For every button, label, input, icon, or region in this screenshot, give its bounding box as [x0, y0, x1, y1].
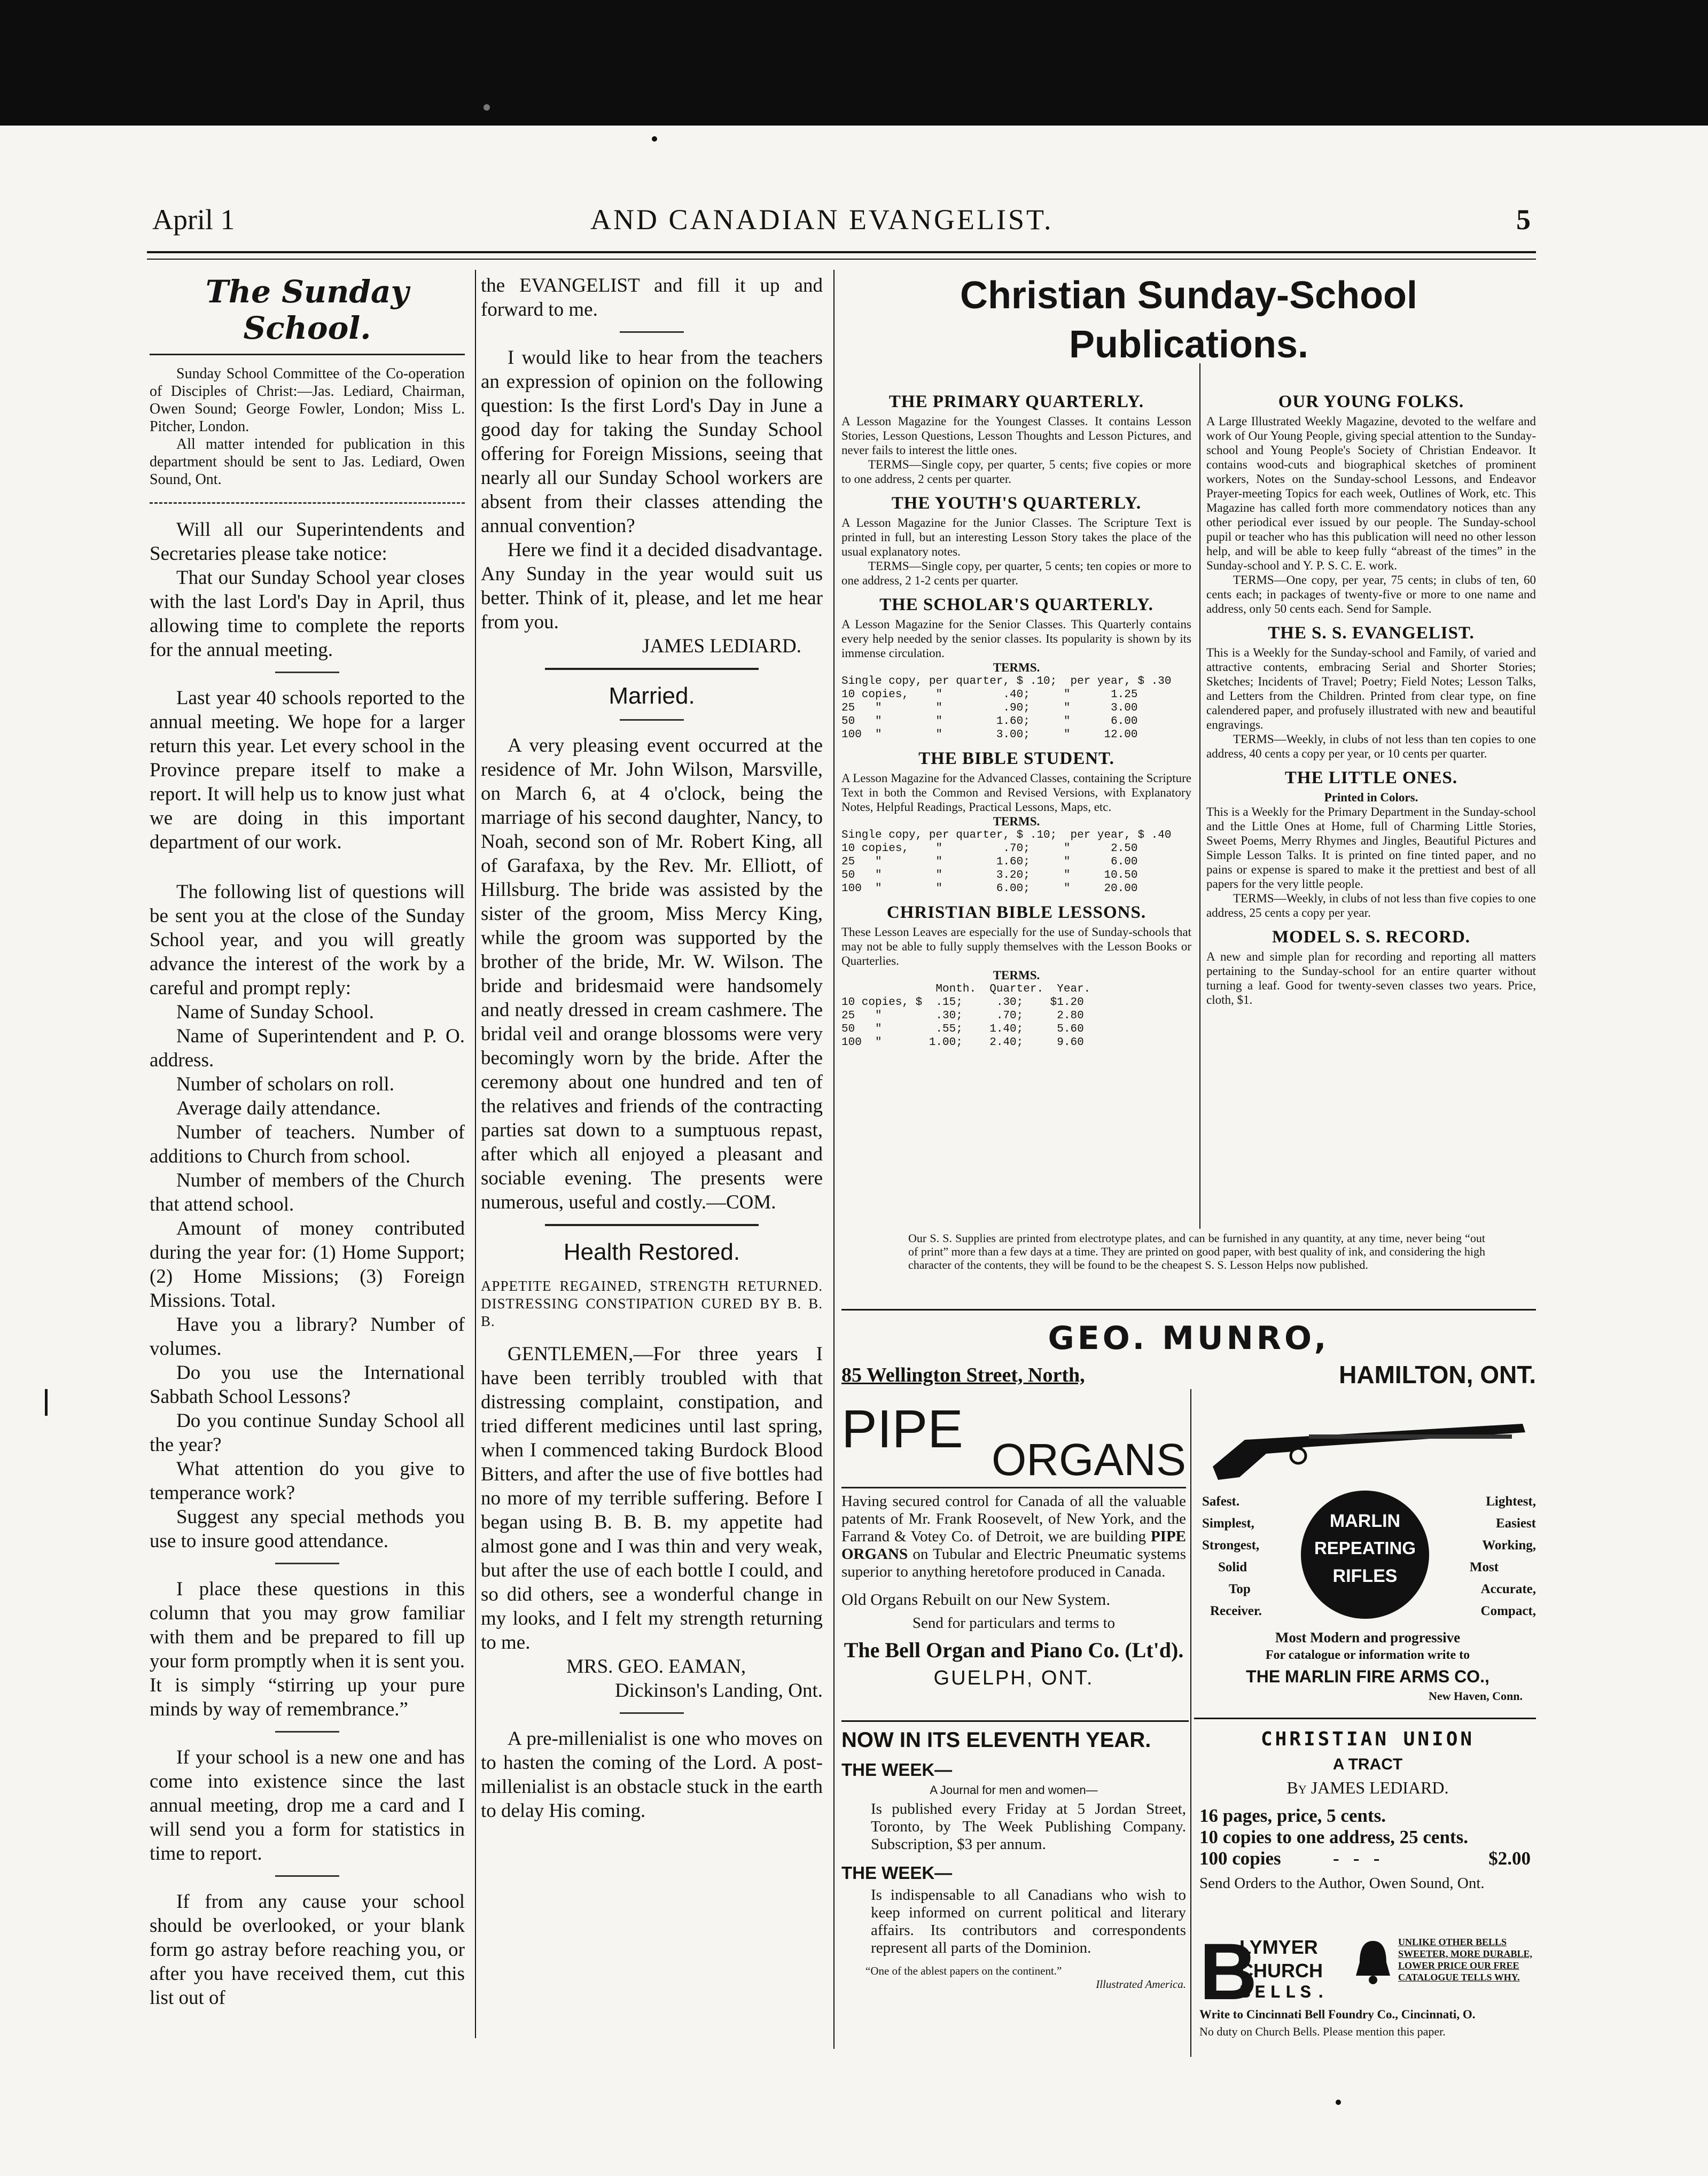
- separator: [275, 1731, 339, 1733]
- organ-text-bold: PIPE ORGANS: [841, 1528, 1186, 1563]
- ss-evangelist-text: This is a Weekly for the Sunday-school and Family, of varied and attractive contents, embracing Serial and Shorter Stories; Sketches; Incidents of Travel; Poetry; Field Notes; Lesson Talks, and Letters from the Children. Printed from clear type, on fine calendered paper, and profusely illustrated with new and beautiful engravings.: [1206, 646, 1536, 731]
- little-ones-heading: THE LITTLE ONES.: [1284, 768, 1458, 787]
- middle-column: [481, 274, 823, 2053]
- marlin-feature: Top: [1229, 1582, 1251, 1596]
- bible-student-text: A Lesson Magazine for the Advanced Classes, containing the Scripture Text in both the Common and Revised Versions, with Explanatory Notes, Helpful Readings, Practical Lessons, Maps, etc.: [841, 771, 1191, 814]
- health-subheading: APPETITE REGAINED, STRENGTH RETURNED. DISTRESSING CONSTIPATION CURED BY B. B. B.: [481, 1278, 823, 1329]
- blymyer-word-3: BELLS.: [1239, 1983, 1331, 2003]
- tract-author: By JAMES LEDIARD.: [1286, 1778, 1449, 1797]
- overlooked-para: If from any cause your school should be overlooked, or your blank form go astray before reaching you, or after you have received them, cut this list out of: [150, 1891, 465, 2009]
- terms-row: 100 " 1.00; 2.40; 9.60: [841, 1036, 1084, 1049]
- question-item: Number of members of the Church that attend school.: [150, 1169, 465, 1215]
- signature: JAMES LEDIARD.: [642, 635, 801, 657]
- terms-row: 10 copies, " .70; " 2.50: [841, 843, 1138, 855]
- committee-note: Sunday School Committee of the Co-operation of Disciples of Christ:—Jas. Lediard, Chairman, Owen Sound; George Fowler, London; Miss L. Pitcher, London.: [150, 365, 465, 435]
- munro-city: HAMILTON, ONT.: [1339, 1361, 1536, 1389]
- marlin-feature: Most: [1469, 1560, 1499, 1574]
- tract-send: Send Orders to the Author, Owen Sound, Ont.: [1199, 1875, 1485, 1892]
- blymyer-side-text: UNLIKE OTHER BELLS SWEETER, MORE DURABLE, LOWER PRICE OUR FREE CATALOGUE TELLS WHY.: [1398, 1937, 1533, 1983]
- terms-label: TERMS.: [993, 969, 1040, 982]
- model-record-heading: MODEL S. S. RECORD.: [1272, 927, 1471, 947]
- question-item: Suggest any special methods you use to insure good attendance.: [150, 1506, 465, 1552]
- question-offering-para: I would like to hear from the teachers an expression of opinion on the following question: Is the first Lord's Day in June a good day for taking the Sunday School offering for Foreign Missions, seeing that nearly all our Sunday School workers are absent from their classes attending the annual convention?: [481, 347, 823, 537]
- separator: [275, 1875, 339, 1877]
- little-ones-terms: TERMS—Weekly, in clubs of not less than five copies to one address, 25 cents a copy per year.: [1206, 892, 1536, 919]
- blymyer-word-1: LYMYER: [1239, 1936, 1318, 1958]
- marlin-feature: Lightest,: [1486, 1494, 1536, 1509]
- marlin-left-list: [1202, 1491, 1298, 1622]
- marlin-ring-2: REPEATING: [1314, 1538, 1416, 1558]
- organ-rebuilt: Old Organs Rebuilt on our New System.: [841, 1590, 1111, 1609]
- munro-street: 85 Wellington Street, North,: [841, 1364, 1085, 1386]
- publications-title: Christian Sunday-School: [960, 274, 1418, 317]
- blymyer-initial: B: [1199, 1934, 1258, 2016]
- health-signature-name: MRS. GEO. EAMAN,: [566, 1656, 746, 1678]
- separator: [275, 672, 339, 673]
- new-school-para: If your school is a new one and has come into existence since the last annual meeting, drop me a card and I will send you a form for statistics in time to report.: [150, 1746, 465, 1865]
- question-item: Do you continue Sunday School all the year?: [150, 1410, 465, 1456]
- marlin-right-list: [1437, 1491, 1536, 1622]
- organ-text-1: Having secured control for Canada of all the valuable patents of Mr. Frank Roosevelt, of New York, and the Farrand & Votey Co. of Detroit, we are building: [841, 1493, 1186, 1545]
- year-close-para: That our Sunday School year closes with the last Lord's Day in April, thus allowing time to complete the reports for the annual meeting.: [150, 567, 465, 661]
- tract-price-2: 10 copies to one address, 25 cents.: [1199, 1827, 1468, 1847]
- ss-evangelist-terms: TERMS—Weekly, in clubs of not less than ten copies to one address, 40 cents a copy per year, or 10 cents per quarter.: [1206, 732, 1536, 760]
- youth-quarterly-heading: THE YOUTH'S QUARTERLY.: [891, 494, 1142, 513]
- column-divider: [833, 270, 834, 2049]
- question-item: What attention do you give to temperance work?: [150, 1458, 465, 1504]
- organ-text: [841, 1493, 1186, 1581]
- terms-row: 50 " " 1.60; " 6.00: [841, 715, 1138, 728]
- terms-row: 50 " .55; 1.40; 5.60: [841, 1023, 1084, 1035]
- terms-row: 25 " " 1.60; " 6.00: [841, 856, 1138, 868]
- week-ad: [841, 1728, 1186, 2049]
- organ-company: The Bell Organ and Piano Co. (Lt'd).: [844, 1638, 1184, 1662]
- terms-row: Single copy, per quarter, $ .10; per year, $ .40: [841, 829, 1172, 841]
- youth-quarterly-text: A Lesson Magazine for the Junior Classes. The Scripture Text is printed in full, but an interesting Lesson Story takes the place of the usual explanatory notes.: [841, 516, 1191, 558]
- marlin-feature: Simplest,: [1202, 1516, 1254, 1531]
- terms-row: 25 " .30; .70; 2.80: [841, 1010, 1084, 1022]
- tract-title: CHRISTIAN UNION: [1260, 1728, 1475, 1750]
- tract-price-3-value: $2.00: [1488, 1848, 1531, 1869]
- bible-student-heading: THE BIBLE STUDENT.: [918, 749, 1114, 768]
- questions-intro-para: The following list of questions will be sent you at the close of the Sunday School year, and you will greatly advance the interest of the work by a careful and prompt reply:: [150, 881, 465, 999]
- marlin-feature: Receiver.: [1210, 1604, 1262, 1618]
- health-signature-place: Dickinson's Landing, Ont.: [615, 1680, 823, 1702]
- youth-quarterly-terms: TERMS—Single copy, per quarter, 5 cents; ten copies or more to one address, 2 1-2 cents per quarter.: [841, 559, 1191, 587]
- ink-speck: [652, 136, 657, 142]
- model-record-text: A new and simple plan for recording and reporting all matters pertaining to the Sunday-school for an entire quarter without turning a leaf. Good for twenty-seven classes two years. Price, cloth, $1.: [1206, 950, 1536, 1007]
- young-folks-text: A Large Illustrated Weekly Magazine, devoted to the welfare and work of Our Young People, giving special attention to the Sunday-school and Young People's Society of Christian Endeavor. It contains wood-cuts and biographical sketches of prominent workers, Notes on the Sunday-school Lessons, and Endeavor Prayer-meeting Topics for each week, Outlines of Work, etc. This Magazine has called forth more commendatory notices than any other periodical ever issued by our people. The Sunday-school pupil or teacher who has this publication will need no other lesson help, and will be able to keep fully “abreast of the times” in the Sunday-school and Y. P. S. C. E. work.: [1206, 415, 1536, 572]
- separator: [545, 668, 759, 670]
- marlin-feature: Strongest,: [1202, 1538, 1260, 1553]
- marlin-ring-3: RIFLES: [1332, 1566, 1398, 1586]
- munro-name: GEO. MUNRO,: [1048, 1320, 1330, 1357]
- health-heading: Health Restored.: [563, 1239, 740, 1265]
- terms-row: Month. Quarter. Year.: [841, 983, 1091, 995]
- publications-footnote: [908, 1231, 1485, 1301]
- marlin-feature: Accurate,: [1480, 1582, 1536, 1596]
- sunday-school-heading: The Sunday School.: [205, 274, 409, 346]
- tract-ad: [1199, 1728, 1536, 1926]
- week-heading-2: THE WEEK—: [841, 1863, 953, 1883]
- terms-row: 100 " " 6.00; " 20.00: [841, 883, 1138, 895]
- continued-para: the EVANGELIST and fill it up and forward to me.: [481, 275, 823, 321]
- separator: [620, 719, 684, 721]
- marlin-feature: Safest.: [1202, 1494, 1240, 1509]
- blymyer-word-2: CHURCH: [1239, 1960, 1323, 1982]
- week-subheading: A Journal for men and women—: [930, 1783, 1098, 1797]
- header-title: AND CANADIAN EVANGELIST.: [590, 204, 1054, 236]
- separator: [545, 1224, 759, 1226]
- header-page-number: 5: [1516, 204, 1531, 236]
- marlin-ad: [1197, 1402, 1539, 1707]
- ad-divider: [841, 1309, 1536, 1311]
- terms-row: 50 " " 3.20; " 10.50: [841, 869, 1138, 882]
- rifle-illustration: [1202, 1402, 1533, 1483]
- question-item: Do you use the International Sabbath School Lessons?: [150, 1362, 465, 1408]
- pipe-label: PIPE: [841, 1402, 963, 1459]
- question-item: Name of Sunday School.: [176, 1001, 374, 1023]
- header-rule: [147, 251, 1536, 253]
- separator: [620, 1712, 684, 1714]
- publications-right-column: [1206, 385, 1536, 1239]
- terms-row: 25 " " .90; " 3.00: [841, 702, 1138, 714]
- week-heading-1: THE WEEK—: [841, 1760, 953, 1780]
- tract-subtitle: A TRACT: [1332, 1756, 1403, 1773]
- married-article: A very pleasing event occurred at the residence of Mr. John Wilson, Marsville, on March 6, at 4 o'clock, being the marriage of his second daughter, Nancy, to Noah, second son of Mr. Robert King, all of Garafaxa, by the Rev. Mr. Elliott, of Hillsburg. The bride was assisted by the sister of the groom, Miss Mercy King, while the groom was supported by the brother of the bride, Mr. W. Wilson. The bride and bridesmaid were handsomely and neatly dressed in cream cashmere. The bridal veil and orange blossoms were very becomingly worn by the bride. After the ceremony about one hundred and ten of the relatives and friends of the contracting parties sat down to a sumptuous repast, after which all enjoyed a pleasant and sociable evening. The presents were numerous, useful and costly.—COM.: [481, 735, 823, 1213]
- young-folks-heading: OUR YOUNG FOLKS.: [1278, 392, 1464, 411]
- tract-price-3: [1199, 1848, 1536, 1870]
- primary-quarterly-text: A Lesson Magazine for the Youngest Classes. It contains Lesson Stories, Lesson Questions, Lesson Thoughts and Lesson Pictures, and never fails to interest the little ones.: [841, 415, 1191, 457]
- question-item: Amount of money contributed during the year for: (1) Home Support; (2) Home Missions; (3) Foreign Missions. Total.: [150, 1218, 465, 1312]
- terms-row: 100 " " 3.00; " 12.00: [841, 729, 1138, 741]
- matter-note: All matter intended for publication in this department should be sent to Jas. Lediard, Owen Sound, Ont.: [150, 436, 465, 488]
- primary-quarterly-terms: TERMS—Single copy, per quarter, 5 cents; five copies or more to one address, 2 cents per quarter.: [841, 458, 1191, 486]
- ink-speck: [1336, 2100, 1341, 2105]
- publications-left-column: [841, 385, 1191, 1229]
- tract-price-3-label: 100 copies: [1199, 1848, 1281, 1869]
- bell-icon: [1352, 1938, 1394, 1986]
- young-folks-terms: TERMS—One copy, per year, 75 cents; in clubs of ten, 60 cents each; in packages of twenty-five or more to one name and address, only 50 cents each. Send for Sample.: [1206, 573, 1536, 615]
- blymyer-note: No duty on Church Bells. Please mention this paper.: [1199, 2025, 1446, 2038]
- little-ones-subheading: Printed in Colors.: [1324, 791, 1418, 804]
- tract-price-3-dots: - - -: [1333, 1848, 1380, 1869]
- marlin-line-1: Most Modern and progressive: [1275, 1629, 1461, 1645]
- week-text-2: Is indispensable to all Canadians who wish to keep informed on current political and literary affairs. Its contributors and correspondents represent all parts of the Dominion.: [871, 1886, 1186, 1956]
- bible-lessons-heading: CHRISTIAN BIBLE LESSONS.: [886, 903, 1147, 922]
- question-item: Number of teachers. Number of additions to Church from school.: [150, 1121, 465, 1167]
- tract-price-1: 16 pages, price, 5 cents.: [1199, 1805, 1386, 1826]
- question-item: Number of scholars on roll.: [176, 1073, 394, 1095]
- munro-ad: [841, 1320, 1536, 1389]
- week-text-1: Is published every Friday at 5 Jordan Street, Toronto, by The Week Publishing Company. Subscription, $3 per annum.: [871, 1800, 1186, 1853]
- marlin-feature: Working,: [1482, 1538, 1536, 1553]
- disadvantage-para: Here we find it a decided disadvantage. Any Sunday in the year would suit us better. Think of it, please, and let me hear from you.: [481, 539, 823, 633]
- bible-lessons-text: These Lesson Leaves are especially for the use of Sunday-schools that may not be able to fully supply themselves with the Lesson Books or Quarterlies.: [841, 925, 1191, 968]
- scholar-quarterly-text: A Lesson Magazine for the Senior Classes. This Quarterly contains every help needed by the senior classes. Its popularity is shown by its immense circulation.: [841, 618, 1191, 660]
- organ-ad: [841, 1402, 1186, 1702]
- sunday-school-column: [150, 274, 465, 2053]
- publications-title-2: Publications.: [1069, 323, 1309, 366]
- section-rule: [150, 502, 465, 504]
- organ-city: GUELPH, ONT.: [933, 1667, 1094, 1689]
- organ-rule: [841, 1487, 1186, 1488]
- marlin-city: New Haven, Conn.: [1428, 1689, 1523, 1703]
- ad-divider: [1194, 1718, 1536, 1719]
- marlin-seal: [1301, 1491, 1429, 1619]
- heading-rule: [150, 354, 465, 355]
- primary-quarterly-heading: THE PRIMARY QUARTERLY.: [888, 392, 1144, 411]
- scholar-quarterly-heading: THE SCHOLAR'S QUARTERLY.: [879, 595, 1153, 614]
- marlin-feature: Easiest: [1496, 1516, 1536, 1531]
- scan-border: [0, 0, 1708, 126]
- week-banner: NOW IN ITS ELEVENTH YEAR.: [841, 1728, 1151, 1752]
- ink-speck: [483, 104, 490, 111]
- marlin-feature: Compact,: [1480, 1604, 1536, 1618]
- remembrance-para: I place these questions in this column that you may grow familiar with them and be prepared to fill up your form promptly when it is sent you. It is simply “stirring up your pure minds by way of remembrance.”: [150, 1578, 465, 1720]
- column-divider: [475, 270, 476, 2038]
- marlin-feature: Solid: [1218, 1560, 1247, 1574]
- organ-send: Send for particulars and terms to: [912, 1615, 1116, 1632]
- terms-row: 10 copies, " .40; " 1.25: [841, 689, 1138, 701]
- separator: [275, 1563, 339, 1564]
- marlin-line-2: For catalogue or information write to: [1265, 1648, 1470, 1662]
- notice-para: Will all our Superintendents and Secretaries please take notice:: [150, 519, 465, 565]
- married-heading: Married.: [609, 683, 695, 709]
- blymyer-ad: [1199, 1934, 1536, 2052]
- terms-label: TERMS.: [993, 815, 1040, 828]
- millenialist-para: A pre-millenialist is one who moves on to hasten the coming of the Lord. A post-millenialist is an obstacle stuck in the earth to delay His coming.: [481, 1728, 823, 1822]
- terms-row: 10 copies, $ .15; .30; $1.20: [841, 996, 1084, 1009]
- marlin-company: THE MARLIN FIRE ARMS CO.,: [1246, 1667, 1489, 1686]
- week-quote: “One of the ablest papers on the continent.”: [865, 1964, 1062, 1977]
- question-item: Average daily attendance.: [176, 1097, 381, 1119]
- header-rule-thin: [147, 259, 1536, 260]
- header-date: April 1: [152, 204, 235, 236]
- ss-evangelist-heading: THE S. S. EVANGELIST.: [1268, 623, 1475, 643]
- marlin-ring-1: MARLIN: [1329, 1511, 1401, 1531]
- schools-reported-para: Last year 40 schools reported to the annual meeting. We hope for a larger return this year. Let every school in the Province prepare itself to make a report. It will help us to know just what we are doing in this important department of our work.: [150, 687, 465, 853]
- ad-divider: [841, 1720, 1189, 1722]
- health-article: GENTLEMEN,—For three years I have been terribly troubled with that distressing complaint, constipation, and tried different medicines until last spring, when I commenced taking Burdock Blood Bitters, and after the use of five bottles had no more of my terrible suffering. Before I began using B. B. B. my appetite had almost gone and I was thin and very weak, but after the use of each bottle I could, and so did others, see a wonderful change in my looks, and I felt my strength returning to me.: [481, 1343, 823, 1654]
- supplies-note: Our S. S. Supplies are printed from electrotype plates, and can be furnished in any quantity, at any time, never being “out of print” more than a few days at a time. They are printed on good paper, with best quality of ink, and considering the high character of the contents, they will be found to be the cheapest S. S. Lesson Helps now published.: [908, 1231, 1485, 1272]
- question-item: Name of Superintendent and P. O. address.: [150, 1025, 465, 1071]
- separator: [620, 331, 684, 333]
- terms-row: Single copy, per quarter, $ .10; per year, $ .30: [841, 675, 1172, 688]
- margin-mark: [45, 1389, 48, 1416]
- week-quote-source: Illustrated America.: [1096, 1978, 1186, 1991]
- organs-label: ORGANS: [991, 1434, 1186, 1485]
- little-ones-text: This is a Weekly for the Primary Department in the Sunday-school and the Little Ones at Home, full of Charming Little Stories, Sweet Poems, Merry Rhymes and Jingles, Beautiful Pictures and Simple Lesson Talks. It is printed on fine tinted paper, and no pains or expense is spared to make it the prettiest and best of all papers for the very little people.: [1206, 805, 1536, 891]
- blymyer-write: Write to Cincinnati Bell Foundry Co., Cincinnati, O.: [1199, 2008, 1476, 2021]
- organ-text-2: on Tubular and Electric Pneumatic systems superior to anything heretofore produced in Canada.: [841, 1546, 1186, 1580]
- column-divider: [1190, 1389, 1191, 2057]
- terms-label: TERMS.: [993, 661, 1040, 674]
- question-item: Have you a library? Number of volumes.: [150, 1314, 465, 1360]
